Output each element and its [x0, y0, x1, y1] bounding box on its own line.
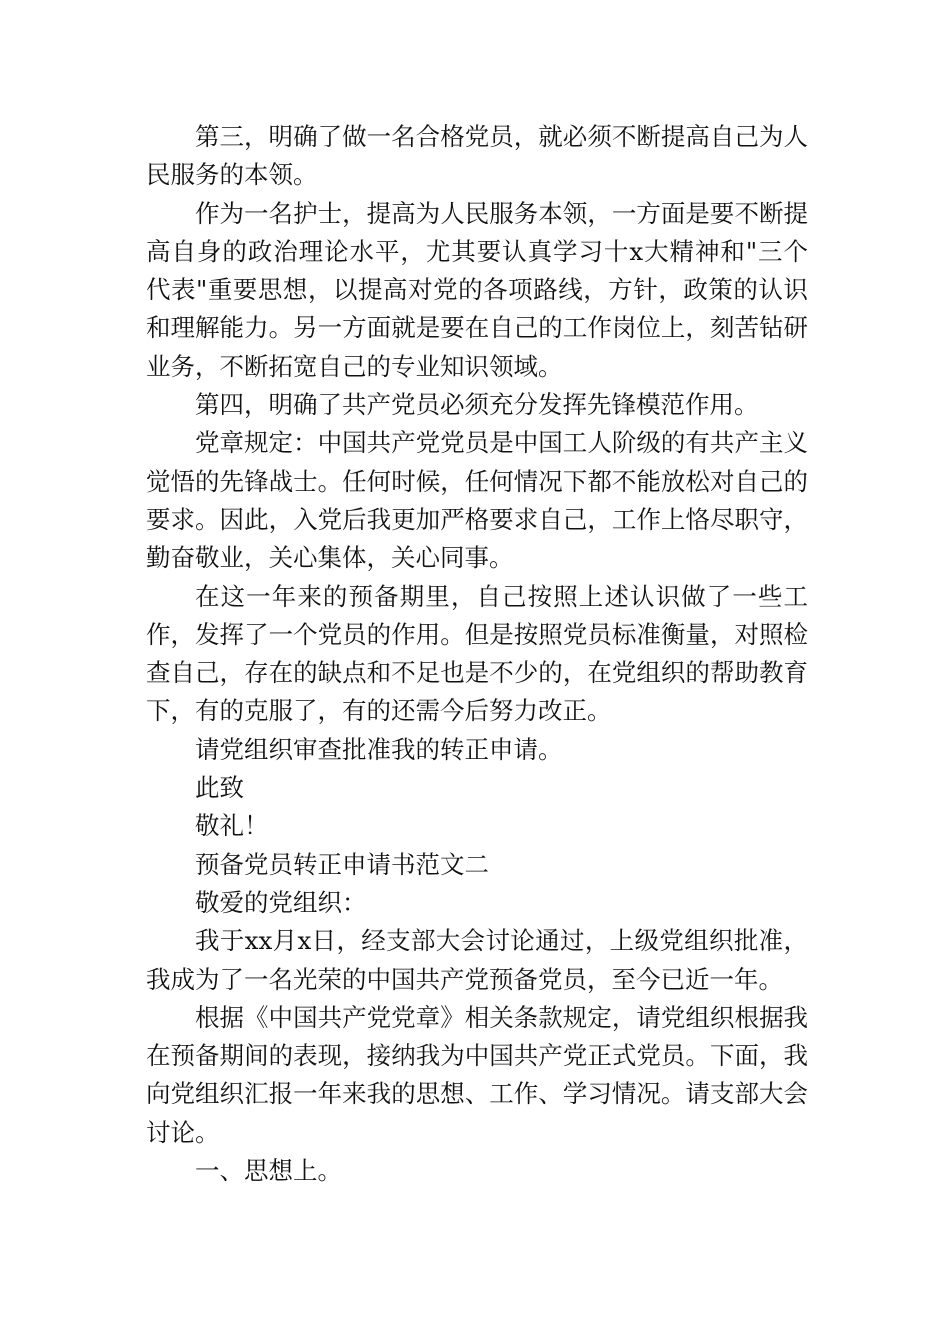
- paragraph-admission-date: 我于xx月x日，经支部大会讨论通过，上级党组织批准，我成为了一名光荣的中国共产党预备党员，至今已近一年。: [146, 926, 808, 994]
- paragraph-nurse-service: 作为一名护士，提高为人民服务本领，一方面是要不断提高自身的政治理论水平，尤其要认真学习十x大精神和"三个代表"重要思想，以提高对党的各项路线，方针，政策的认识和理解能力。另一方面就是要在自己的工作岗位上，刻苦钻研业务，不断拓宽自己的专业知识领域。: [146, 198, 808, 381]
- paragraph-request: 请党组织审查批准我的转正申请。: [195, 734, 563, 764]
- letter-greeting: 敬爱的党组织：: [195, 887, 367, 917]
- section-heading-sample-two: 预备党员转正申请书范文二: [195, 849, 489, 879]
- paragraph-party-constitution: 党章规定：中国共产党党员是中国工人阶级的有共产主义觉悟的先锋战士。任何时候，任何情况下都不能放松对自己的要求。因此，入党后我更加严格要求自己，工作上恪尽职守，勤奋敬业，关心集体，关心同事。: [146, 428, 808, 573]
- document-body: [146, 118, 808, 1190]
- paragraph-third-point: 第三，明确了做一名合格党员，就必须不断提高自己为人民服务的本领。: [146, 122, 808, 190]
- paragraph-constitution-request: 根据《中国共产党党章》相关条款规定，请党组织根据我在预备期间的表现，接纳我为中国共产党正式党员。下面，我向党组织汇报一年来我的思想、工作、学习情况。请支部大会讨论。: [146, 1002, 808, 1147]
- closing-salutation: 此致: [195, 773, 244, 803]
- closing-regards: 敬礼！: [195, 811, 269, 841]
- paragraph-fourth-point: 第四，明确了共产党员必须充分发挥先锋模范作用。: [195, 390, 759, 420]
- section-heading-ideology: 一、思想上。: [195, 1156, 342, 1186]
- paragraph-probation-year: 在这一年来的预备期里，自己按照上述认识做了一些工作，发挥了一个党员的作用。但是按照党员标准衡量，对照检查自己，存在的缺点和不足也是不少的，在党组织的帮助教育下，有的克服了，有的还需今后努力改正。: [146, 581, 808, 726]
